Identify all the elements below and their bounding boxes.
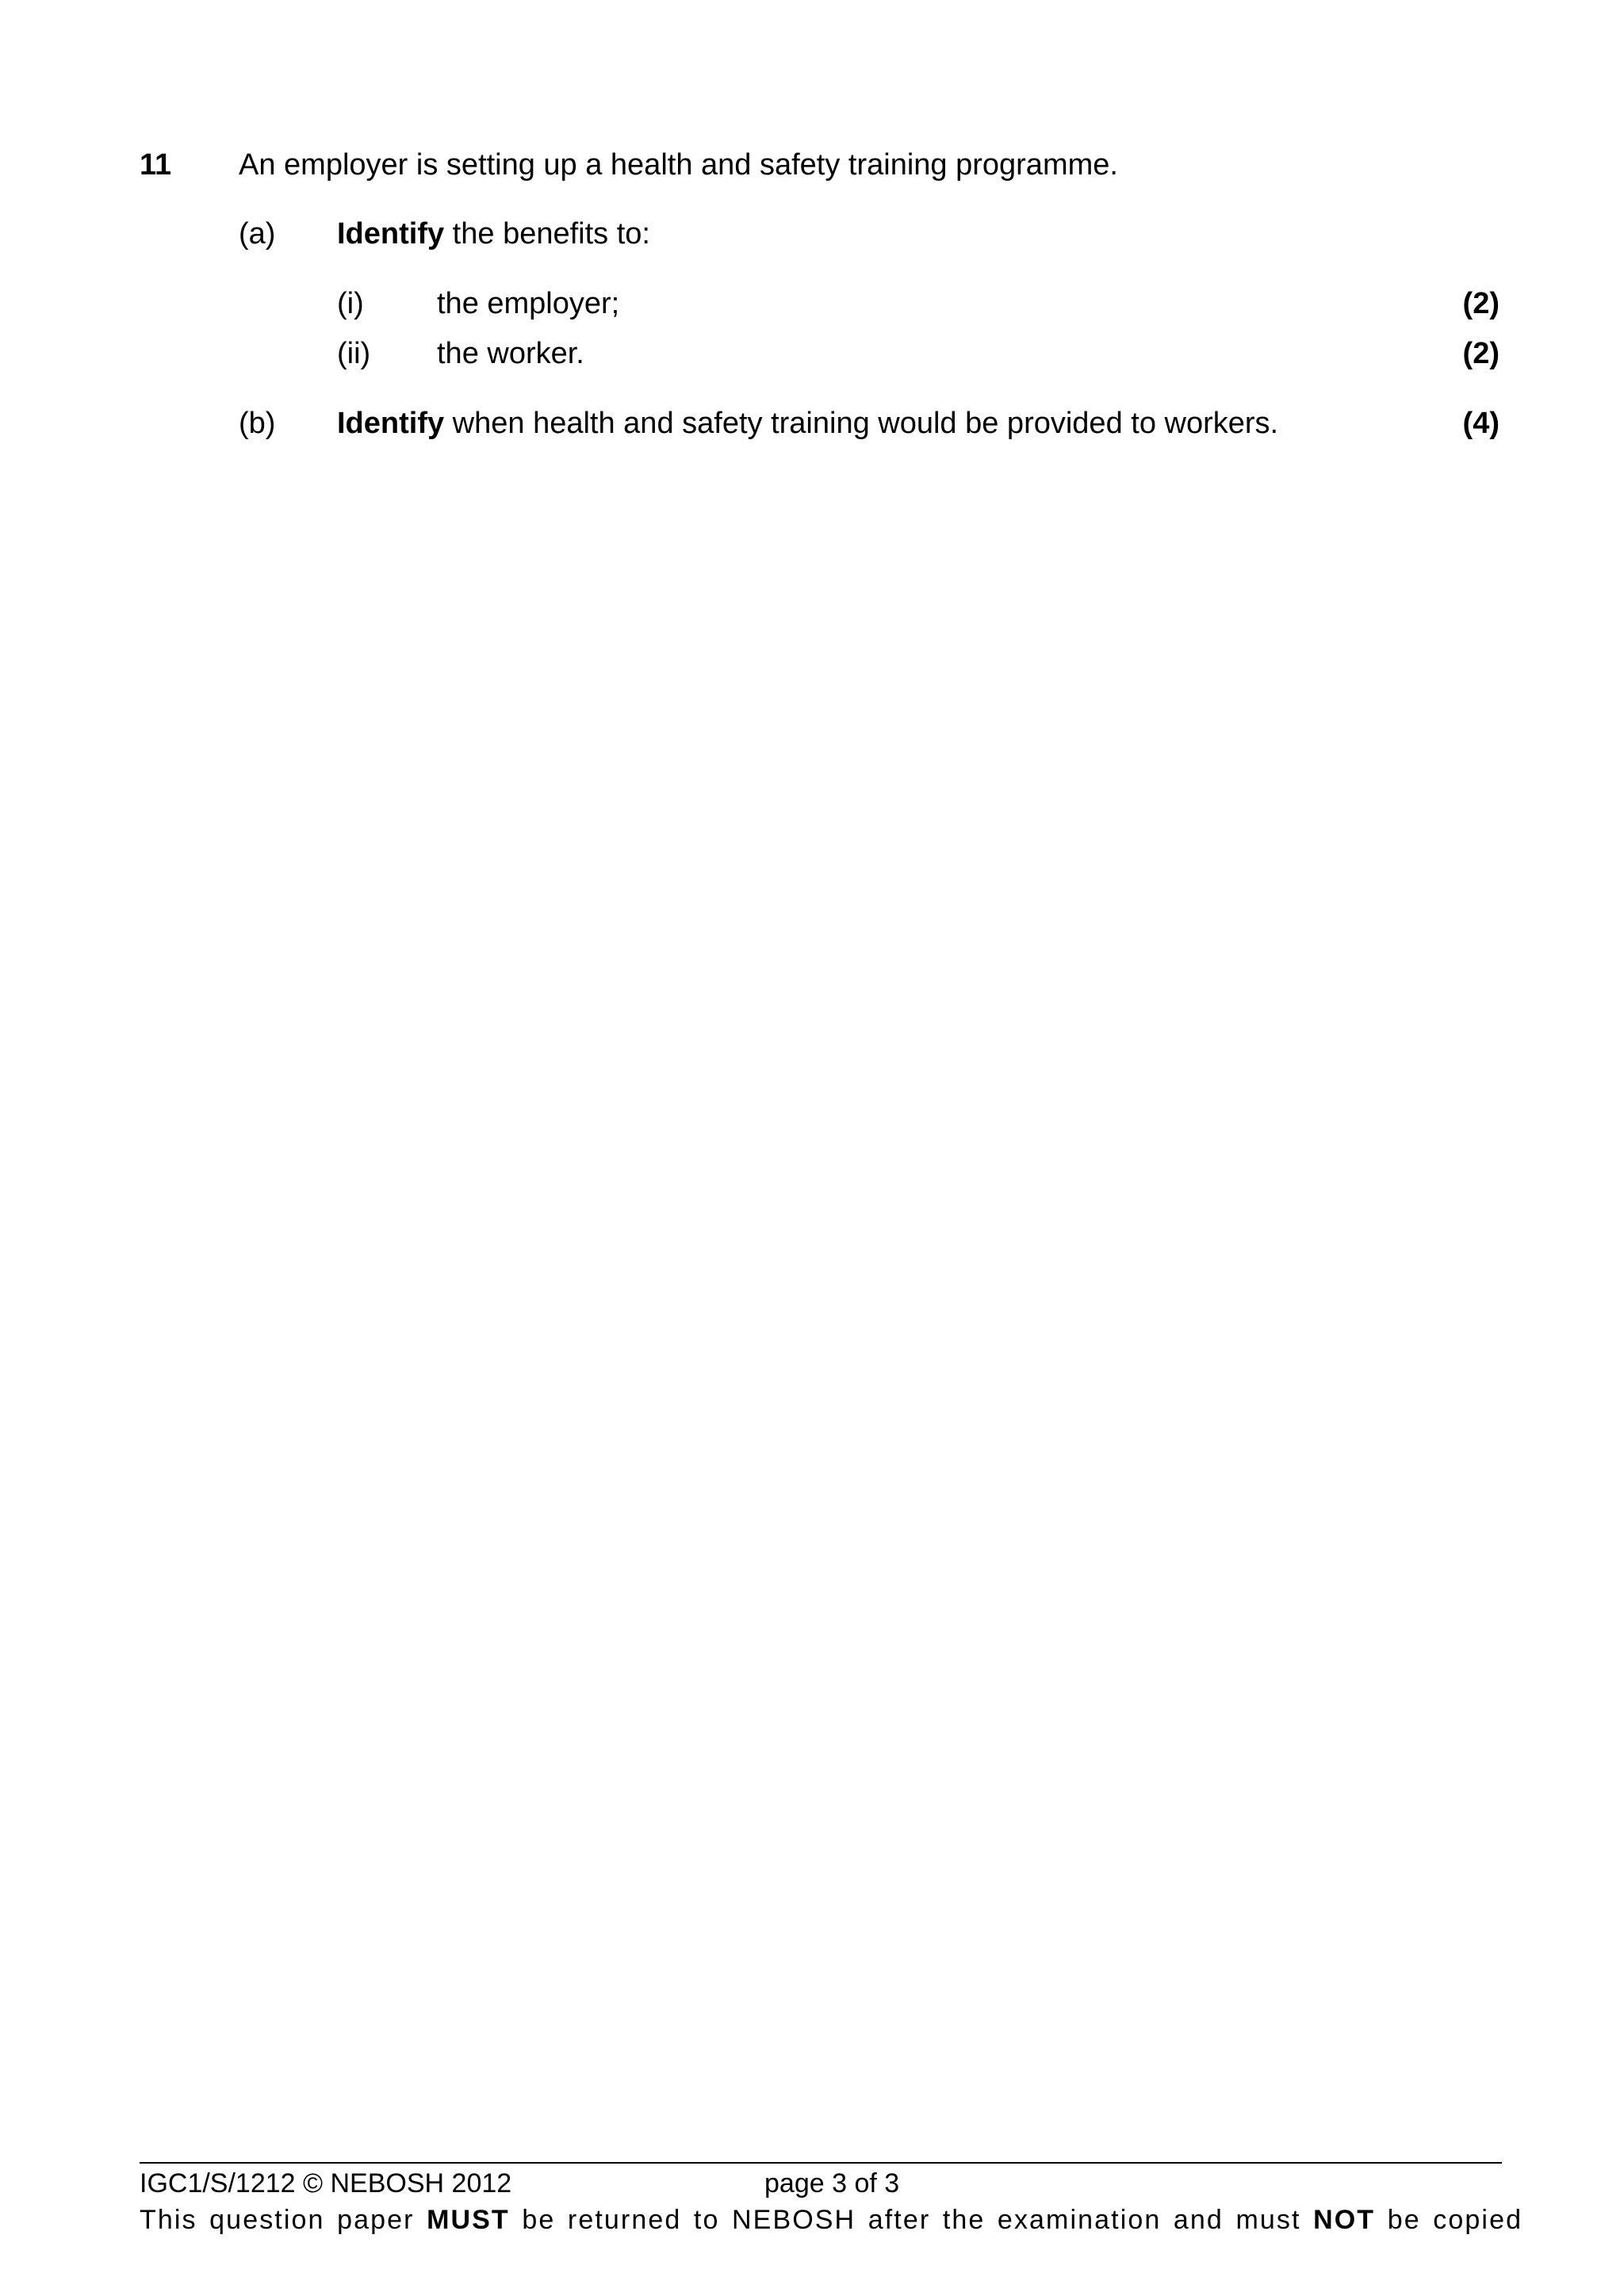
footer-reference: IGC1/S/1212 © NEBOSH 2012 bbox=[140, 2168, 512, 2198]
part-a-text bbox=[337, 216, 650, 251]
question-stem: An employer is setting up a health and safety training programme. bbox=[239, 148, 1118, 182]
part-b-marks: (4) bbox=[1462, 407, 1500, 440]
footer-notice-part3: be copied bbox=[1375, 2205, 1523, 2235]
footer-notice-not: NOT bbox=[1313, 2205, 1376, 2235]
footer-divider bbox=[140, 2162, 1502, 2164]
footer-page-number: page 3 of 3 bbox=[764, 2168, 900, 2198]
sub-item-marks-ii: (2) bbox=[1462, 337, 1500, 370]
sub-item-label-i: (i) bbox=[337, 287, 364, 320]
part-a-keyword: Identify bbox=[337, 217, 445, 251]
sub-item-text-ii: the worker. bbox=[437, 337, 584, 370]
part-b-instruction: when health and safety training would be provided to workers. bbox=[444, 407, 1279, 440]
part-b-text bbox=[337, 406, 1278, 441]
footer-notice bbox=[140, 2204, 1522, 2236]
part-a-label: (a) bbox=[239, 217, 276, 251]
part-a-instruction: the benefits to: bbox=[444, 217, 650, 251]
footer-notice-part2: be returned to NEBOSH after the examination and must bbox=[509, 2205, 1314, 2235]
question-number: 11 bbox=[140, 148, 172, 182]
sub-item-text-i: the employer; bbox=[437, 287, 620, 320]
part-b-keyword: Identify bbox=[337, 407, 445, 440]
footer-notice-part1: This question paper bbox=[140, 2205, 427, 2235]
sub-item-marks-i: (2) bbox=[1462, 287, 1500, 320]
part-b-label: (b) bbox=[239, 407, 276, 440]
sub-item-label-ii: (ii) bbox=[337, 337, 371, 370]
footer-notice-must: MUST bbox=[427, 2205, 510, 2235]
